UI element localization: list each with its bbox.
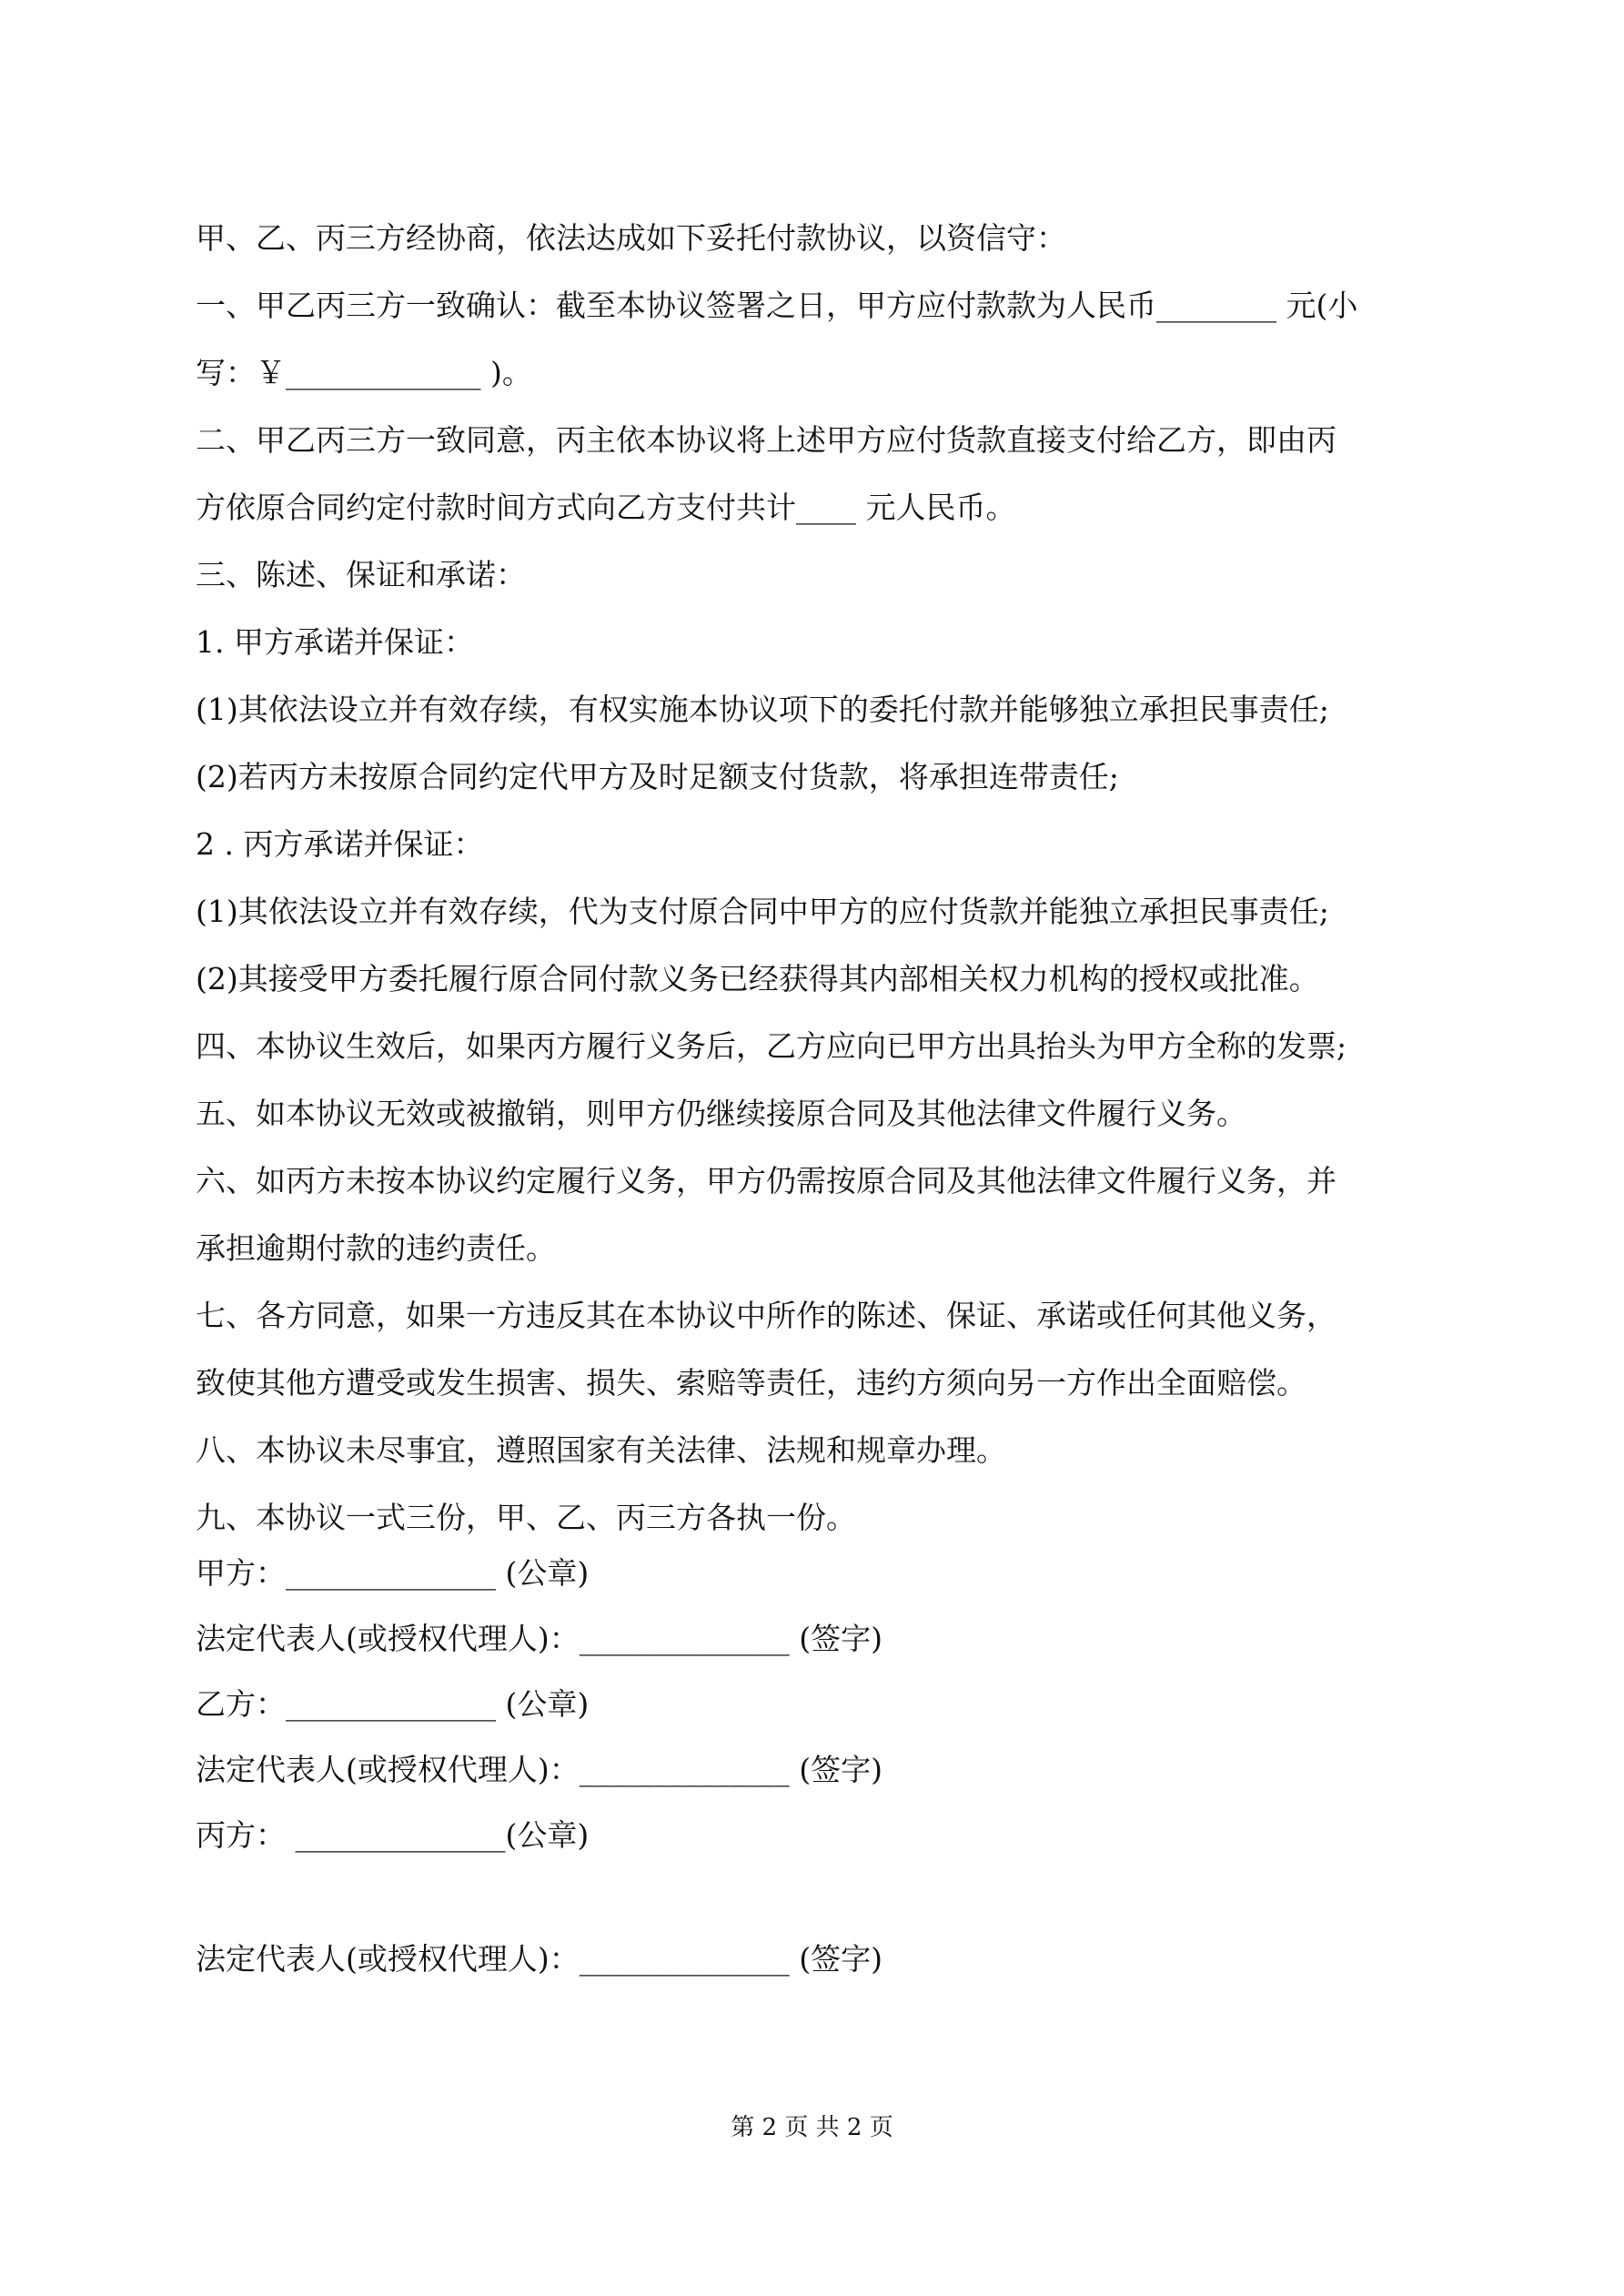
clause-3-party-a-item-1: (1)其依法设立并有效存续，有权实施本协议项下的委托付款并能够独立承担民事责任; xyxy=(196,692,1329,727)
clause-3-heading: 三、陈述、保证和承诺： xyxy=(196,557,526,592)
clause-4: 四、本协议生效后，如果丙方履行义务后，乙方应向已甲方出具抬头为甲方全称的发票; xyxy=(196,1028,1347,1064)
clause-2-line-1: 二、甲乙丙三方一致同意，丙主依本协议将上述甲方应付货款直接支付给乙方，即由丙 xyxy=(196,422,1337,458)
clause-7-line-1: 七、各方同意，如果一方违反其在本协议中所作的陈述、保证、承诺或任何其他义务， xyxy=(196,1298,1337,1333)
clause-3-party-c-item-1: (1)其依法设立并有效存续，代为支付原合同中甲方的应付货款并能独立承担民事责任; xyxy=(196,894,1329,929)
clause-3-party-c-item-2: (2)其接受甲方委托履行原合同付款义务已经获得其内部相关权力机构的授权或批准。 xyxy=(196,961,1319,996)
party-b-seal-line: 乙方：______________ (公章) xyxy=(196,1686,590,1722)
agreement-body xyxy=(196,205,1442,1552)
clause-9: 九、本协议一式三份，甲、乙、丙三方各执一份。 xyxy=(196,1500,856,1535)
party-c-representative-line: 法定代表人(或授权代理人)：______________ (签字) xyxy=(196,1941,883,1977)
clause-6-line-2: 承担逾期付款的违约责任。 xyxy=(196,1230,556,1266)
clause-3-party-a-heading: 1. 甲方承诺并保证： xyxy=(196,624,474,660)
intro-paragraph: 甲、乙、丙三方经协商，依法达成如下妥托付款协议，以资信守： xyxy=(196,220,1066,256)
clause-2-line-2: 方依原合同约定付款时间方式向乙方支付共计____ 元人民币。 xyxy=(196,490,1016,525)
clause-8: 八、本协议未尽事宜，遵照国家有关法律、法规和规章办理。 xyxy=(196,1432,1006,1468)
party-c-seal-line: 丙方： ______________(公章) xyxy=(196,1817,590,1853)
clause-7-line-2: 致使其他方遭受或发生损害、损失、索赔等责任，违约方须向另一方作出全面赔偿。 xyxy=(196,1365,1306,1401)
clause-5: 五、如本协议无效或被撤销，则甲方仍继续接原合同及其他法律文件履行义务。 xyxy=(196,1096,1246,1131)
clause-1-line-1: 一、甲乙丙三方一致确认：截至本协议签署之日，甲方应付款款为人民币________ 元(小 xyxy=(196,288,1358,323)
clause-6-line-1: 六、如丙方未按本协议约定履行义务，甲方仍需按原合同及其他法律文件履行义务，并 xyxy=(196,1163,1337,1199)
party-a-seal-line: 甲方：______________ (公章) xyxy=(196,1555,590,1591)
signature-block xyxy=(196,1541,1442,1868)
party-b-representative-line: 法定代表人(或授权代理人)：______________ (签字) xyxy=(196,1752,883,1787)
clause-1-line-2: 写：￥_____________ )。 xyxy=(196,355,532,390)
clause-3-party-a-item-2: (2)若丙方未按原合同约定代甲方及时足额支付货款，将承担连带责任; xyxy=(196,759,1119,794)
party-c-representative-block xyxy=(196,1927,1442,1992)
clause-3-party-c-heading: 2 . 丙方承诺并保证： xyxy=(196,826,484,862)
party-a-representative-line: 法定代表人(或授权代理人)：______________ (签字) xyxy=(196,1621,883,1656)
page-number-footer: 第 2 页 共 2 页 xyxy=(731,2114,893,2141)
